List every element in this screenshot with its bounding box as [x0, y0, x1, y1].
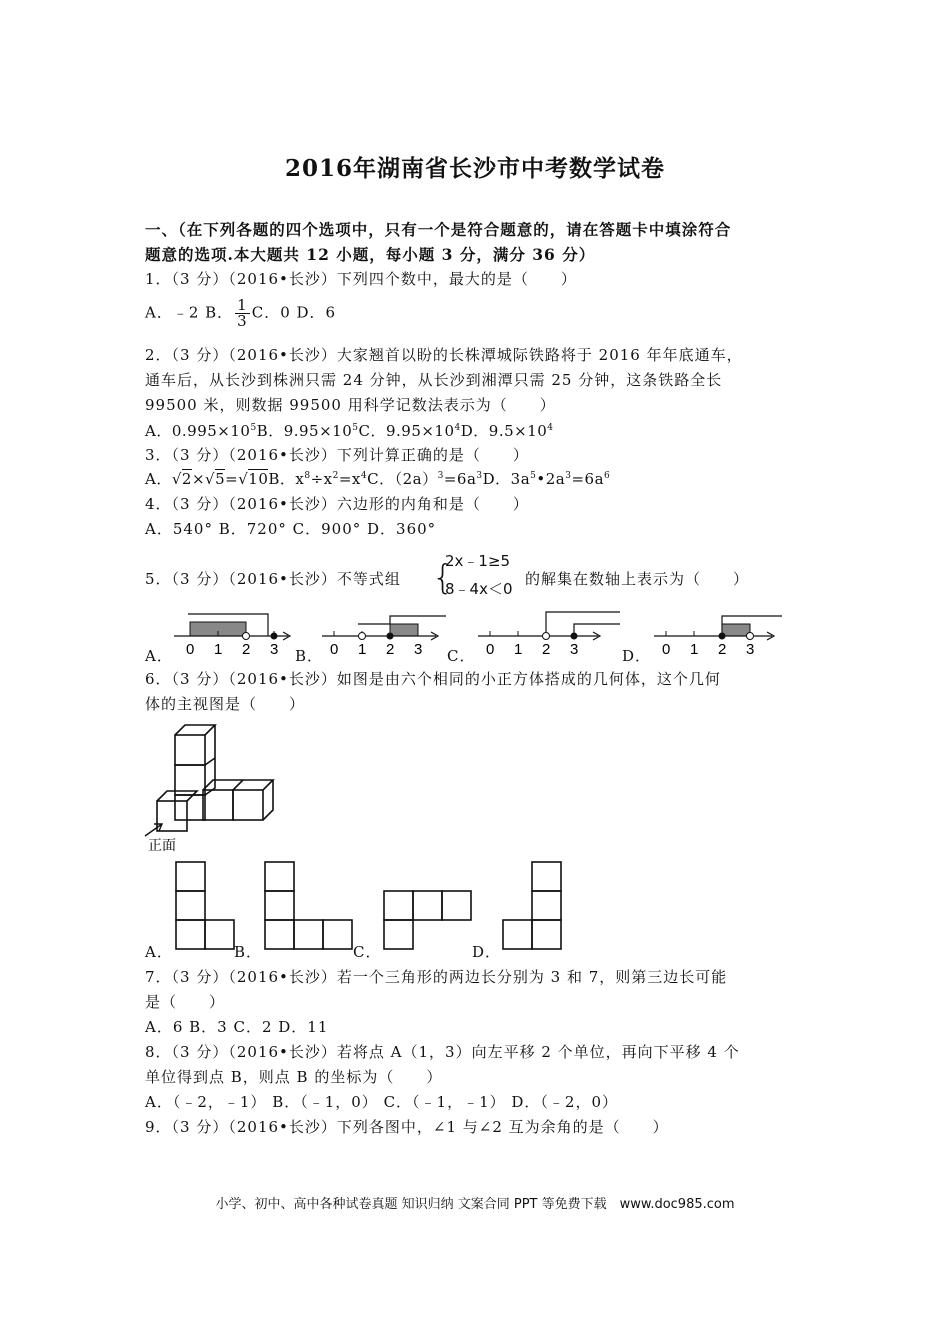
- q1-frac-num: 1: [237, 296, 248, 314]
- q3-option-d: D．3a: [482, 470, 531, 488]
- q6-option-views: [0, 858, 950, 958]
- q3-options: [145, 468, 610, 489]
- tick-3: 3: [414, 641, 423, 658]
- q8-options: A．（﹣2，﹣1） B．（﹣1，0） C．（﹣1，﹣1） D．（﹣2，0）: [145, 1093, 619, 1111]
- view-b: [265, 862, 352, 949]
- q3-stem: 3．（3 分）（2016•长沙）下列计算正确的是（ ）: [145, 446, 529, 464]
- q1-frac-den: 3: [237, 312, 248, 330]
- q2-line3: 99500 米，则数据 99500 用科学记数法表示为（ ）: [145, 396, 556, 414]
- q5-number-lines: [0, 600, 950, 670]
- q3-d-exp3: 6: [604, 471, 611, 481]
- q5-ineq2: 8﹣4x＜0: [445, 580, 513, 598]
- q5-label-d: D．: [622, 647, 652, 665]
- q3-option-a: A．: [145, 470, 172, 488]
- q5-ineq1: 2x﹣1≥5: [445, 552, 511, 570]
- tick-0: 0: [486, 641, 495, 658]
- q6-line1: 6．（3 分）（2016•长沙）如图是由六个相同的小正方体搭成的几何体，这个几何: [145, 670, 721, 688]
- tick-3: 3: [570, 641, 579, 658]
- q3-radicand-2: 5: [215, 470, 226, 488]
- q3-times: ×: [191, 470, 206, 488]
- number-line-c: [478, 612, 620, 658]
- q3-b-exp2: 2: [332, 471, 339, 481]
- q5-stem-post: 的解集在数轴上表示为（ ）: [525, 570, 750, 588]
- front-label: 正面: [148, 837, 176, 853]
- q3-equals: =: [225, 470, 239, 488]
- q7-options: A．6 B．3 C．2 D．11: [145, 1018, 329, 1036]
- q1-option-cd: C．0 D．6: [251, 303, 337, 322]
- q2-exp-d: 4: [547, 423, 554, 433]
- q3-d-mid2: =6a: [571, 470, 605, 488]
- q6-label-d: D．: [472, 943, 502, 961]
- number-line-b: [322, 616, 446, 658]
- q1-options: [145, 298, 336, 329]
- view-a: [176, 862, 234, 949]
- q7-line2: 是（ ）: [145, 993, 226, 1011]
- tick-0: 0: [662, 641, 671, 658]
- sqrt-symbol: √: [171, 470, 182, 488]
- q3-c-mid: =6a: [443, 470, 477, 488]
- q5-label-b: B．: [295, 647, 324, 665]
- q8-line1: 8．（3 分）（2016•长沙）若将点 A（1，3）向左平移 2 个单位，再向下平移 4 个: [145, 1043, 740, 1061]
- q2-option-b: B．9.95×10: [256, 422, 353, 440]
- q3-b-exp3: 4: [360, 471, 368, 481]
- sqrt-symbol: √: [205, 470, 216, 488]
- q2-line1: 2．（3 分）（2016•长沙）大家翘首以盼的长株潭城际铁路将于 2016 年年底通车，: [145, 346, 743, 364]
- tick-0: 0: [330, 641, 339, 658]
- tick-2: 2: [386, 641, 395, 658]
- q5-label-a: A．: [145, 647, 173, 665]
- q3-radicand-1: 2: [181, 470, 192, 488]
- q2-line2: 通车后，从长沙到株洲只需 24 分钟，从长沙到湘潭只需 25 分钟，这条铁路全长: [145, 371, 723, 389]
- tick-1: 1: [214, 641, 223, 658]
- q1-stem: 1．（3 分）（2016•长沙）下列四个数中，最大的是（ ）: [145, 270, 577, 288]
- q2-options: [145, 420, 554, 441]
- sqrt-symbol: √: [238, 470, 249, 488]
- q3-b-exp1: 8: [304, 471, 311, 481]
- tick-1: 1: [690, 641, 699, 658]
- tick-2: 2: [542, 641, 551, 658]
- q3-c-exp1: 3: [437, 471, 444, 481]
- tick-1: 1: [514, 641, 523, 658]
- q6-label-c: C．: [353, 943, 382, 961]
- q4-options: A．540° B．720° C．900° D．360°: [145, 520, 437, 538]
- q1-fraction: [235, 298, 250, 329]
- q2-exp-a: 5: [250, 423, 257, 433]
- section-heading-line2: 题意的选项.本大题共 12 小题，每小题 3 分，满分 36 分）: [145, 245, 596, 264]
- q8-line2: 单位得到点 B，则点 B 的坐标为（ ）: [145, 1068, 443, 1086]
- tick-2: 2: [242, 641, 251, 658]
- number-line-d: [654, 616, 782, 658]
- q3-option-c: C．（2a）: [367, 470, 438, 488]
- q3-d-exp2: 3: [565, 471, 572, 481]
- q3-radicand-3: 10: [248, 470, 269, 488]
- q6-label-b: B．: [234, 943, 263, 961]
- q3-option-b: B．x: [268, 470, 305, 488]
- q3-c-exp2: 3: [476, 471, 483, 481]
- q3-b-mid: ÷x: [310, 470, 333, 488]
- q3-d-exp1: 5: [530, 471, 537, 481]
- q9-stem: 9．（3 分）（2016•长沙）下列各图中，∠1 与∠2 互为余角的是（ ）: [145, 1118, 669, 1136]
- q2-exp-c: 4: [454, 423, 461, 433]
- tick-3: 3: [746, 641, 755, 658]
- tick-1: 1: [358, 641, 367, 658]
- q1-option-ab: A．﹣2 B．: [145, 303, 234, 322]
- q2-exp-b: 5: [352, 423, 359, 433]
- brace-icon: {: [432, 558, 454, 598]
- page-title: 2016年湖南省长沙市中考数学试卷: [284, 155, 665, 182]
- tick-2: 2: [718, 641, 727, 658]
- q7-line1: 7．（3 分）（2016•长沙）若一个三角形的两边长分别为 3 和 7，则第三边长可能: [145, 968, 728, 986]
- q3-d-mid: •2a: [536, 470, 566, 488]
- number-line-a: [174, 614, 290, 658]
- q4-stem: 4．（3 分）（2016•长沙）六边形的内角和是（ ）: [145, 495, 529, 513]
- tick-0: 0: [186, 641, 195, 658]
- footer-text: 小学、初中、高中各种试卷真题 知识归纳 文案合同 PPT 等免费下载 www.doc985.com: [215, 1197, 735, 1212]
- q3-b-mid2: =x: [338, 470, 361, 488]
- section-heading-line1: 一、（在下列各题的四个选项中，只有一个是符合题意的，请在答题卡中填涂符合: [145, 220, 732, 239]
- q2-option-c: C．9.95×10: [358, 422, 455, 440]
- q6-label-a: A．: [145, 943, 173, 961]
- q5-label-c: C．: [447, 647, 476, 665]
- view-c: [384, 891, 471, 949]
- q6-line2: 体的主视图是（ ）: [145, 695, 306, 713]
- q5-stem-pre: 5．（3 分）（2016•长沙）不等式组: [145, 570, 401, 588]
- q2-option-d: D．9.5×10: [460, 422, 548, 440]
- view-d: [503, 862, 561, 949]
- q6-solid-figure: [140, 718, 280, 858]
- q2-option-a: A．0.995×10: [145, 422, 251, 440]
- tick-3: 3: [270, 641, 279, 658]
